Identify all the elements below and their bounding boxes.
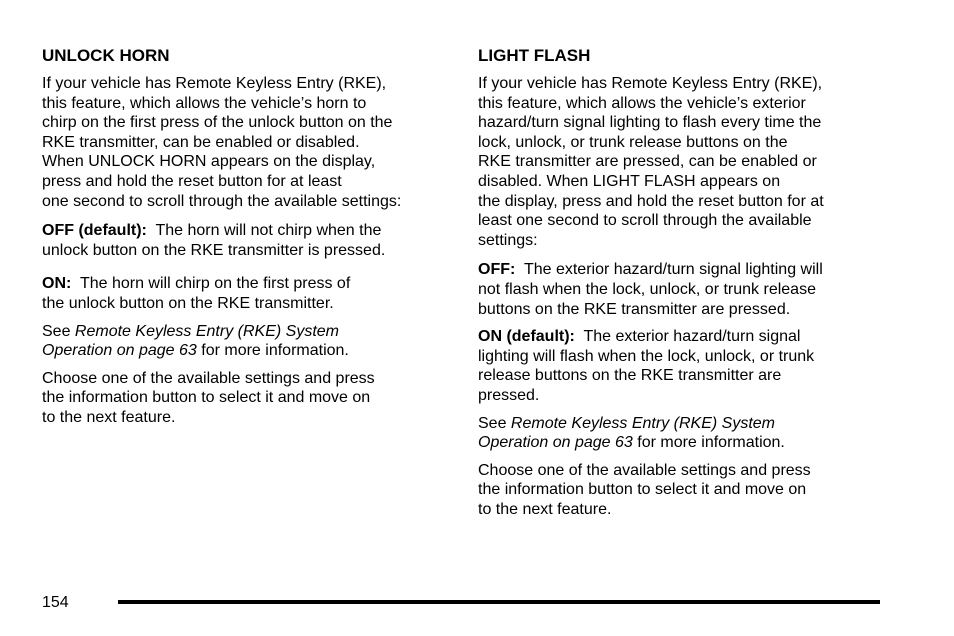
- on-label: ON:: [42, 275, 72, 293]
- light-flash-on-option: ON (default): The exterior hazard/turn signal lighting will flash when the lock, unlock, or trunk release buttons on the RKE transmitter are pressed.: [478, 328, 815, 404]
- footer-rule: [118, 600, 880, 604]
- rke-reference-link: Remote Keyless Entry (RKE) System: [510, 414, 775, 432]
- rke-reference-link: Remote Keyless Entry (RKE) System: [74, 322, 339, 340]
- light-flash-choose: Choose one of the available settings and press the information button to select it and move on to the next feature.: [478, 461, 811, 518]
- light-flash-intro: If your vehicle has Remote Keyless Entry (RKE), this feature, which allows the vehicle’s exterior hazard/turn signal lighting to flash every time the lock, unlock, or trunk release buttons on the RKE transmitter are pressed, can be enabled or disabled. When LIGHT FLASH appears on the display, press and hold the reset button for at least one second to scroll through the available settings:: [478, 75, 824, 249]
- unlock-horn-see-reference: See Remote Keyless Entry (RKE) System Operation on page 63 for more information.: [42, 322, 349, 360]
- off-label: OFF:: [478, 261, 516, 279]
- on-label: ON (default):: [478, 328, 575, 346]
- unlock-horn-heading: UNLOCK HORN: [42, 46, 170, 65]
- unlock-horn-on-option: ON: The horn will chirp on the first press of the unlock button on the RKE transmitter.: [42, 275, 351, 312]
- unlock-horn-off-option: OFF (default): The horn will not chirp when the unlock button on the RKE transmitter is pressed.: [42, 222, 386, 259]
- unlock-horn-choose: Choose one of the available settings and press the information button to select it and move on to the next feature.: [42, 369, 375, 426]
- light-flash-see-reference: See Remote Keyless Entry (RKE) System Operation on page 63 for more information.: [478, 414, 785, 452]
- light-flash-off-option: OFF: The exterior hazard/turn signal lighting will not flash when the lock, unlock, or trunk release buttons on the RKE transmitter are pressed.: [478, 261, 823, 318]
- left-column: [42, 46, 452, 436]
- right-column: [478, 46, 878, 527]
- off-label: OFF (default):: [42, 222, 147, 240]
- page-number: 154: [42, 594, 69, 611]
- light-flash-heading: LIGHT FLASH: [478, 46, 591, 65]
- unlock-horn-intro: If your vehicle has Remote Keyless Entry (RKE), this feature, which allows the vehicle’s horn to chirp on the first press of the unlock button on the RKE transmitter, can be enabled or disabled. When UNLOCK HORN appears on the display, press and hold the reset button for at least one second to scroll through the available settings:: [42, 75, 402, 210]
